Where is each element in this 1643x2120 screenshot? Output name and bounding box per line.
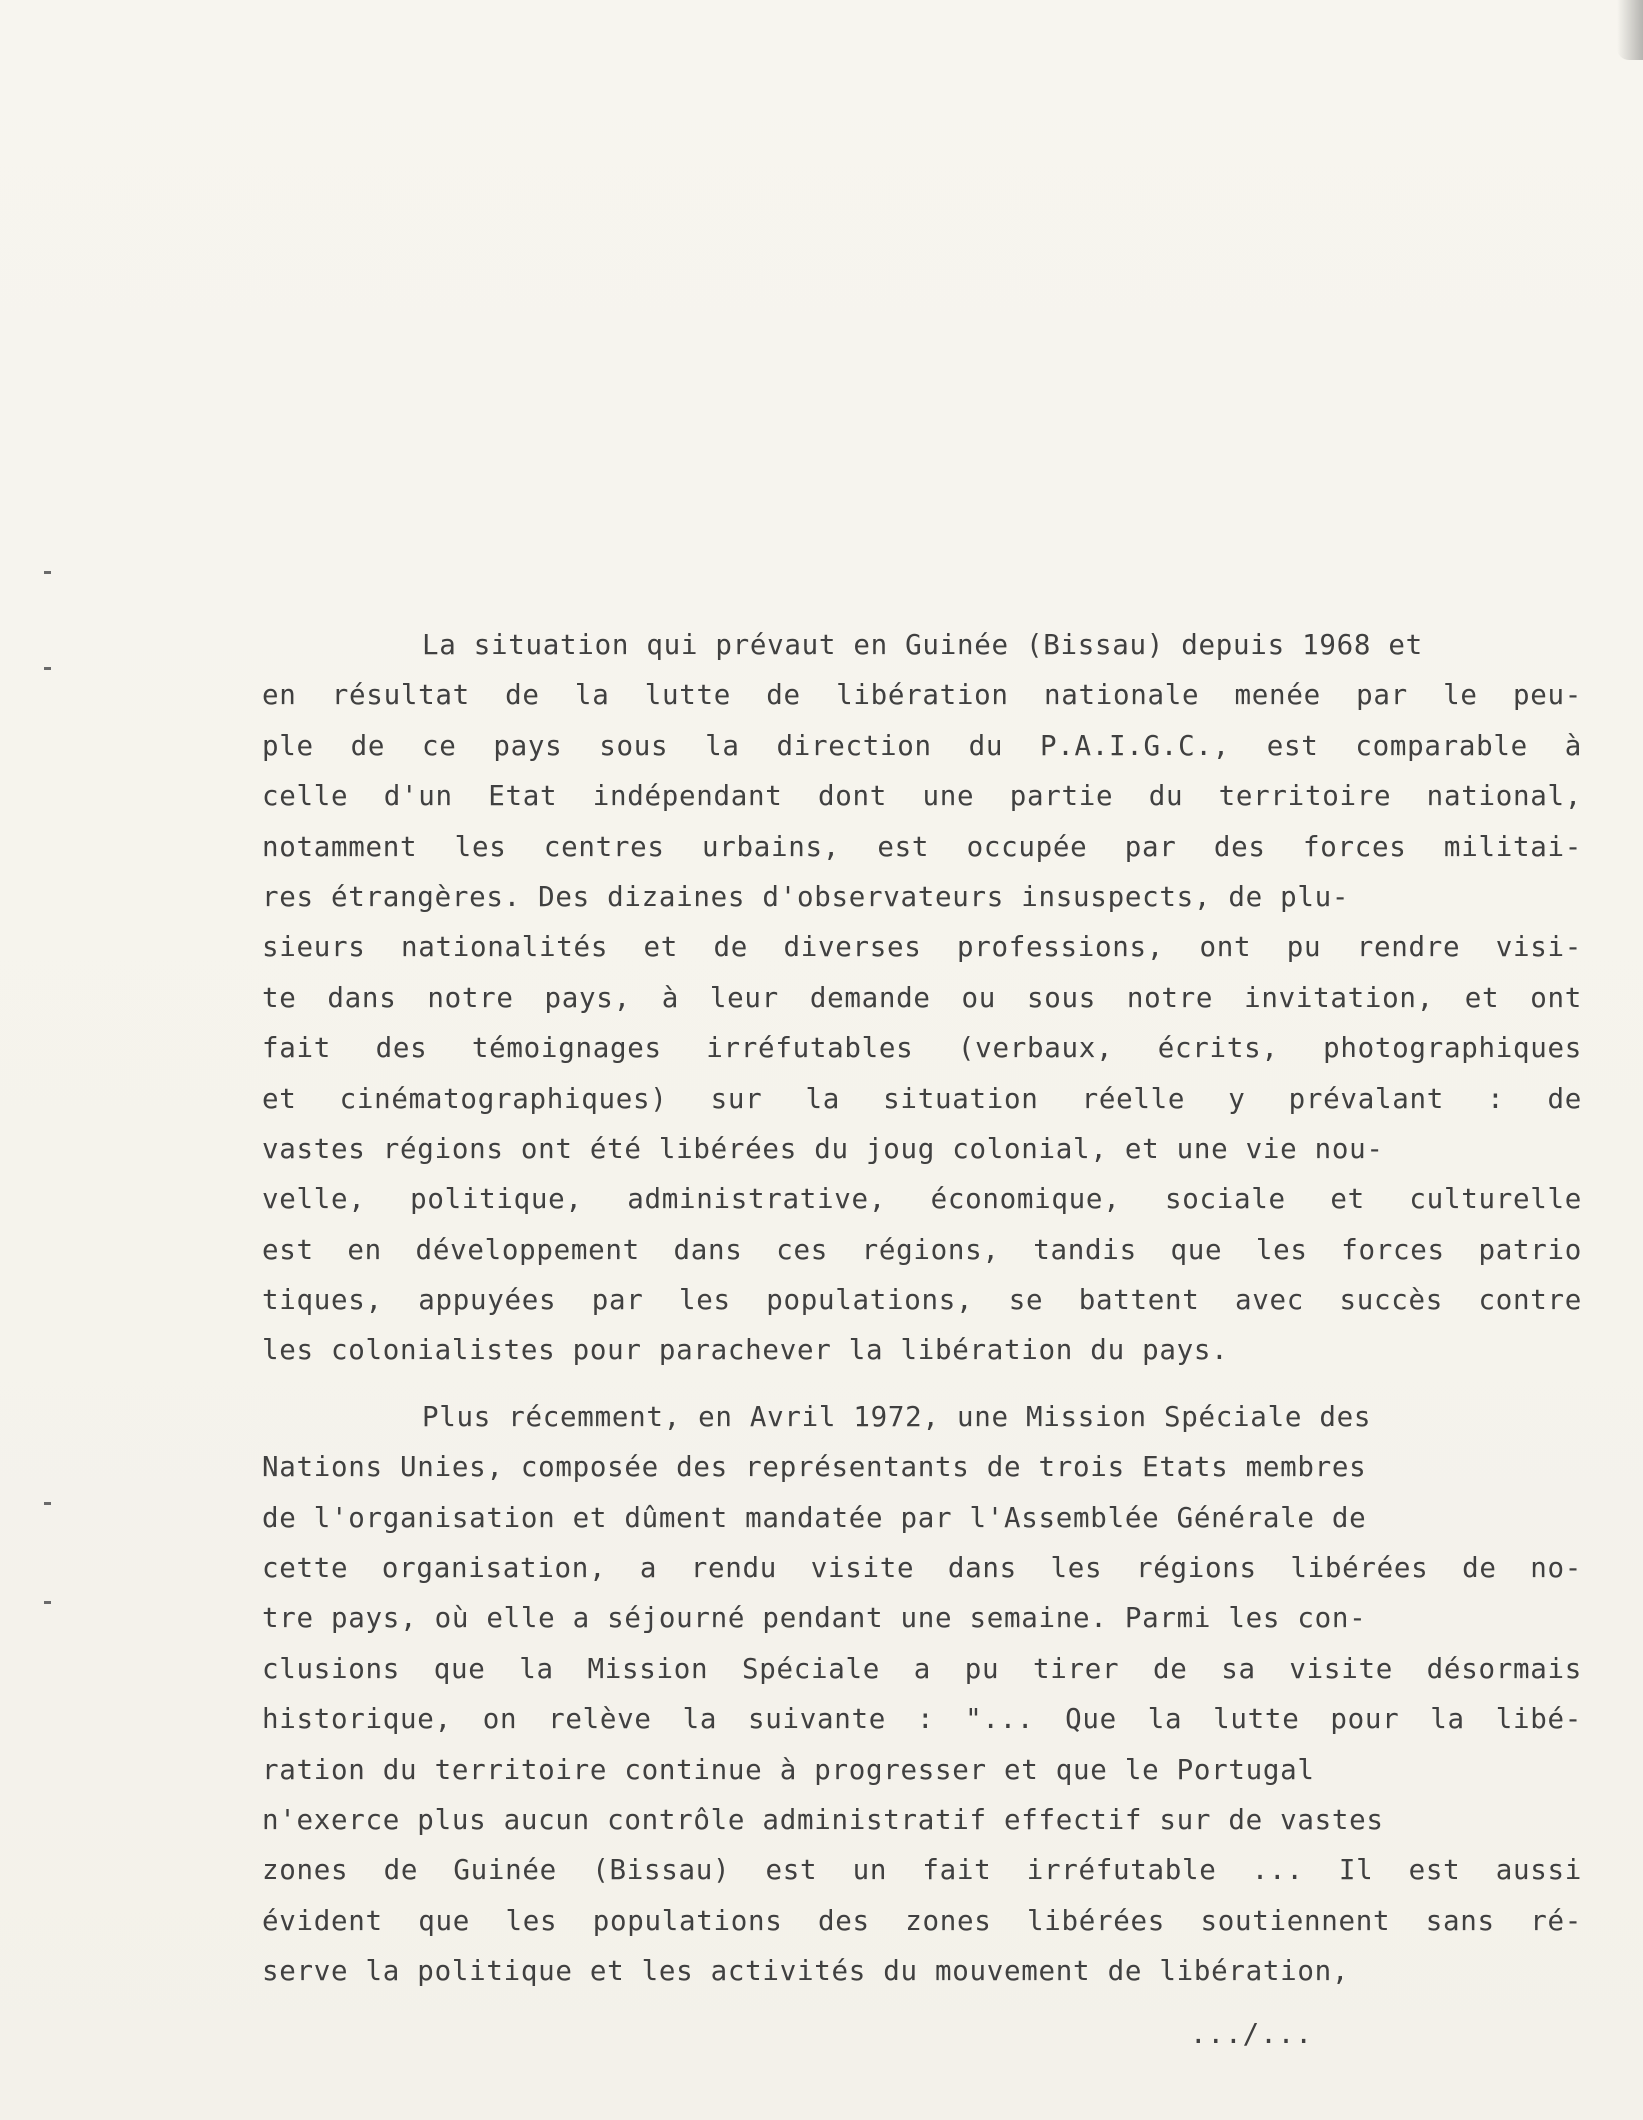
- text-line: sieurs nationalités et de diverses professions, ont pu rendre visi-: [262, 931, 1582, 964]
- text-line: notamment les centres urbains, est occupée par des forces militai-: [262, 830, 1582, 863]
- body-text: [262, 620, 1582, 1997]
- text-line: celle d'un Etat indépendant dont une partie du territoire national,: [262, 780, 1582, 813]
- text-line: cette organisation, a rendu visite dans les régions libérées de no-: [262, 1552, 1582, 1585]
- text-line: et cinématographiques) sur la situation réelle y prévalant : de: [262, 1082, 1582, 1115]
- text-line: clusions que la Mission Spéciale a pu tirer de sa visite désormais: [262, 1652, 1582, 1685]
- text-line: historique, on relève la suivante : "... Que la lutte pour la libé-: [262, 1703, 1582, 1736]
- text-line: ration du territoire continue à progresser et que le Portugal: [262, 1753, 1315, 1786]
- text-line: n'exerce plus aucun contrôle administratif effectif sur de vastes: [262, 1803, 1384, 1836]
- text-line: tre pays, où elle a séjourné pendant une semaine. Parmi les con-: [262, 1602, 1367, 1635]
- text-line: velle, politique, administrative, économique, sociale et culturelle: [262, 1183, 1582, 1216]
- margin-mark: [44, 1502, 51, 1505]
- text-line: vastes régions ont été libérées du joug colonial, et une vie nou-: [262, 1132, 1384, 1165]
- text-line: est en développement dans ces régions, tandis que les forces patrio: [262, 1233, 1582, 1266]
- paragraph-1: [262, 620, 1582, 1376]
- text-line: en résultat de la lutte de libération nationale menée par le peu-: [262, 679, 1582, 712]
- paragraph-2: [262, 1392, 1582, 1997]
- text-line: La situation qui prévaut en Guinée (Bissau) depuis 1968 et: [422, 629, 1423, 661]
- text-line: de l'organisation et dûment mandatée par l'Assemblée Générale de: [262, 1501, 1367, 1534]
- margin-mark: [44, 667, 51, 670]
- text-line: te dans notre pays, à leur demande ou sous notre invitation, et ont: [262, 981, 1582, 1014]
- text-line: fait des témoignages irréfutables (verbaux, écrits, photographiques: [262, 1032, 1582, 1065]
- margin-mark: [44, 571, 51, 574]
- text-line: zones de Guinée (Bissau) est un fait irréfutable ... Il est aussi: [262, 1854, 1582, 1887]
- margin-mark: [44, 1601, 51, 1604]
- page-continuation-mark: .../...: [1190, 2018, 1313, 2050]
- text-line: tiques, appuyées par les populations, se battent avec succès contre: [262, 1284, 1582, 1317]
- text-line: ple de ce pays sous la direction du P.A.I.G.C., est comparable à: [262, 729, 1582, 762]
- text-line: res étrangères. Des dizaines d'observateurs insuspects, de plu-: [262, 880, 1350, 913]
- text-line: Nations Unies, composée des représentants de trois Etats membres: [262, 1451, 1367, 1484]
- text-line: serve la politique et les activités du mouvement de libération,: [262, 1955, 1350, 1988]
- text-line: Plus récemment, en Avril 1972, une Mission Spéciale des: [422, 1400, 1372, 1433]
- text-line: les colonialistes pour parachever la libération du pays.: [262, 1334, 1229, 1367]
- paragraph-gap: [262, 1376, 1582, 1392]
- text-line: évident que les populations des zones libérées soutiennent sans ré-: [262, 1904, 1582, 1937]
- page-corner-shadow: [1617, 0, 1643, 60]
